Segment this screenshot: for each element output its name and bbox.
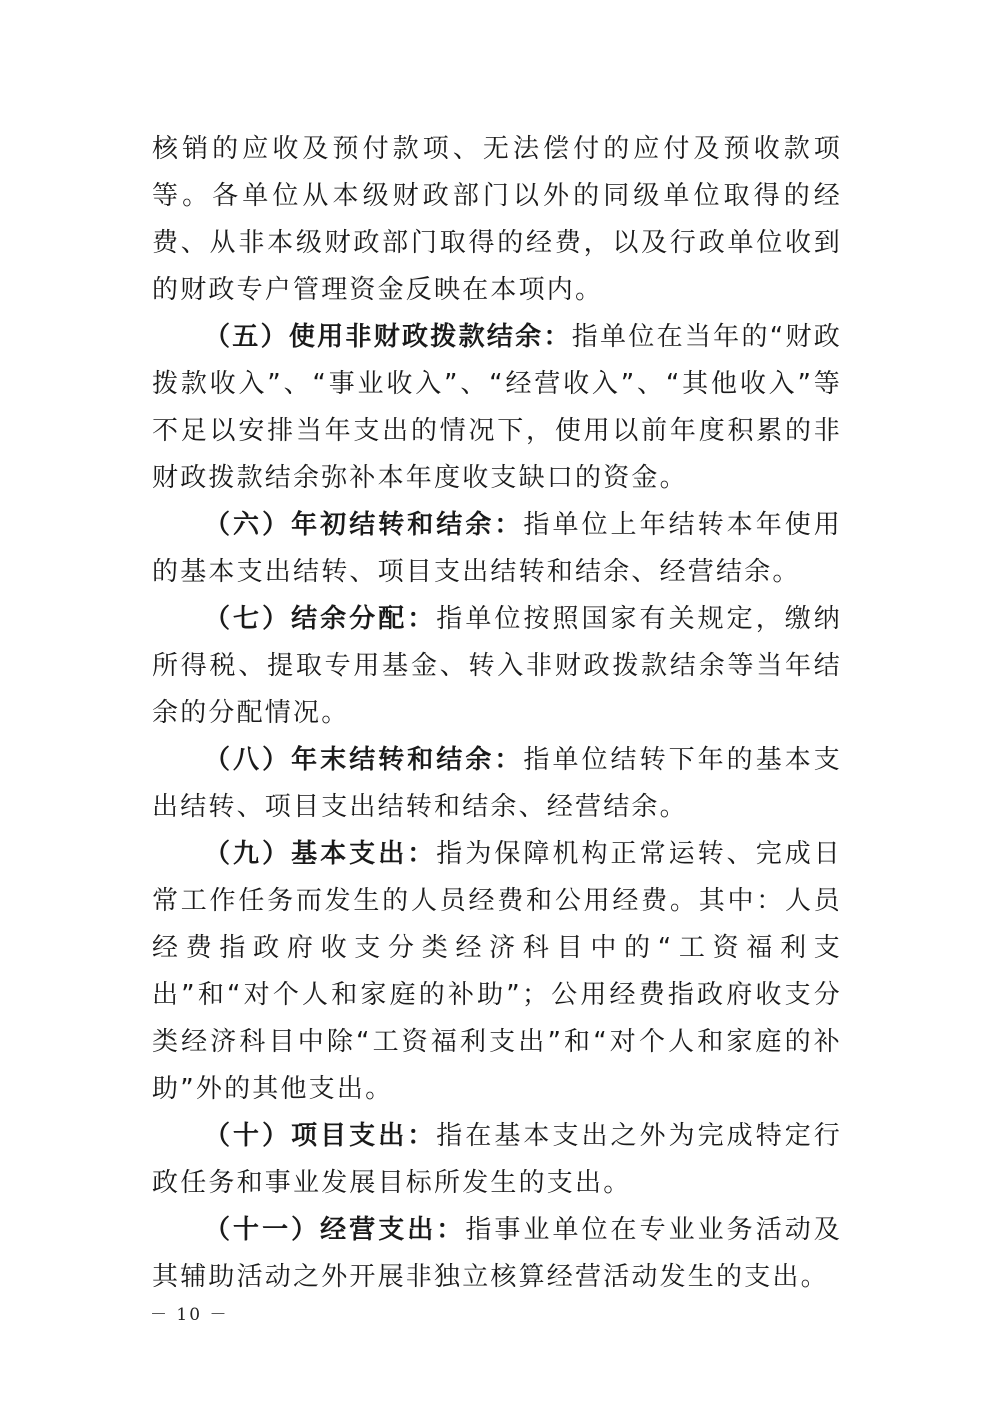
definition-term: （九）基本支出： (204, 839, 437, 869)
definition-term: （五）使用非财政拨款结余： (204, 322, 572, 352)
definition-term: （六）年初结转和结余： (204, 510, 524, 540)
definition-paragraph-10 (152, 1113, 842, 1207)
definition-text: 指单位在当年的“财政拨款收入”、“事业收入”、“经营收入”、“其他收入”等不足以安排当年支出的情况下，使用以前年度积累的非财政拨款结余弥补本年度收支缺口的资金。 (152, 322, 842, 493)
definition-text: 指单位按照国家有关规定，缴纳所得税、提取专用基金、转入非财政拨款结余等当年结余的分配情况。 (152, 604, 842, 728)
definition-paragraph-11 (152, 1207, 842, 1301)
definition-text: 指为保障机构正常运转、完成日常工作任务而发生的人员经费和公用经费。其中：人员经费指政府收支分类经济科目中的“工资福利支出”和“对个人和家庭的补助”；公用经费指政府收支分类经济科目中除“工资福利支出”和“对个人和家庭的补助”外的其他支出。 (152, 839, 842, 1104)
definition-paragraph-9 (152, 831, 842, 1113)
definition-text: 指单位结转下年的基本支出结转、项目支出结转和结余、经营结余。 (152, 745, 843, 822)
definition-paragraph-7 (152, 596, 842, 737)
definition-term: （十一）经营支出： (204, 1215, 466, 1245)
intro-paragraph: 核销的应收及预付款项、无法偿付的应付及预收款项等。各单位从本级财政部门以外的同级单位取得的经费、从非本级财政部门取得的经费，以及行政单位收到的财政专户管理资金反映在本项内。 (152, 134, 842, 305)
definition-term: （八）年末结转和结余： (204, 745, 524, 775)
definition-text: 指单位上年结转本年使用的基本支出结转、项目支出结转和结余、经营结余。 (152, 510, 843, 587)
page-number: － 10 － (150, 1305, 229, 1325)
document-body (152, 126, 842, 1301)
definition-paragraph-5 (152, 314, 842, 502)
definition-text: 指在基本支出之外为完成特定行政任务和事业发展目标所发生的支出。 (152, 1121, 842, 1198)
definition-text: 指事业单位在专业业务活动及其辅助活动之外开展非独立核算经营活动发生的支出。 (152, 1215, 842, 1292)
definition-term: （七）结余分配： (204, 604, 437, 634)
definition-paragraph-6 (152, 502, 842, 596)
definition-paragraph-8 (152, 737, 842, 831)
definition-term: （十）项目支出： (204, 1121, 437, 1151)
